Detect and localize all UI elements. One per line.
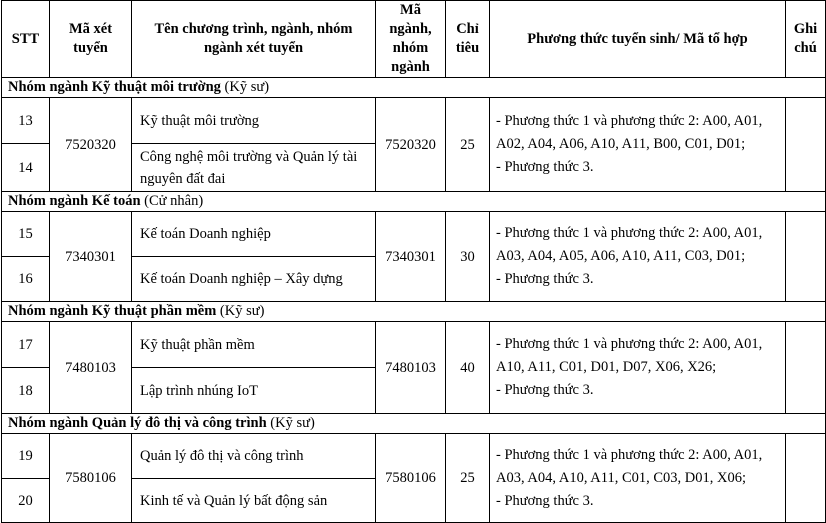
group-title: Nhóm ngành Kế toán: [8, 193, 141, 209]
group-header-row: [2, 78, 826, 98]
group-title: Nhóm ngành Kỹ thuật phần mềm: [8, 303, 217, 319]
method-line: - Phương thức 3.: [496, 271, 594, 287]
header-chi-tieu: Chỉ tiêu: [446, 1, 490, 78]
stt-cell: 15: [2, 212, 50, 257]
header-ma-nganh: Mã ngành, nhóm ngành: [376, 1, 446, 78]
code-cell: 7520320: [50, 98, 132, 192]
program-name-cell: Kế toán Doanh nghiệp – Xây dựng: [132, 257, 376, 302]
method-cell: [490, 434, 786, 523]
group-degree: (Kỹ sư): [270, 415, 315, 431]
code-cell: 7340301: [50, 212, 132, 302]
method-cell: [490, 212, 786, 302]
stt-cell: 20: [2, 479, 50, 523]
code-cell: 7580106: [50, 434, 132, 523]
group-title-cell: [2, 192, 826, 212]
admission-table: [1, 0, 826, 523]
stt-cell: 18: [2, 368, 50, 414]
method-cell: [490, 322, 786, 414]
quota-cell: 25: [446, 434, 490, 523]
group-title-cell: [2, 302, 826, 322]
method-line: - Phương thức 3.: [496, 159, 594, 175]
table-row: [2, 434, 826, 479]
note-cell: [786, 212, 826, 302]
program-name-cell: Kỹ thuật môi trường: [132, 98, 376, 144]
program-name-cell: Công nghệ môi trường và Quản lý tài nguyên đất đai: [132, 144, 376, 192]
quota-cell: 25: [446, 98, 490, 192]
group-header-row: [2, 414, 826, 434]
program-name-cell: Kinh tế và Quản lý bất động sản: [132, 479, 376, 523]
method-cell: [490, 98, 786, 192]
major-code-cell: 7480103: [376, 322, 446, 414]
stt-cell: 13: [2, 98, 50, 144]
stt-cell: 16: [2, 257, 50, 302]
program-name-cell: Quản lý đô thị và công trình: [132, 434, 376, 479]
quota-cell: 30: [446, 212, 490, 302]
group-header-row: [2, 302, 826, 322]
method-line: - Phương thức 1 và phương thức 2: A00, A01, A03, A04, A10, A11, C01, C03, D01, X06;: [496, 446, 763, 486]
header-ma-xet-tuyen: Mã xét tuyển: [50, 1, 132, 78]
note-cell: [786, 434, 826, 523]
method-line: - Phương thức 3.: [496, 382, 594, 398]
stt-cell: 19: [2, 434, 50, 479]
group-degree: (Cử nhân): [144, 193, 204, 209]
code-cell: 7480103: [50, 322, 132, 414]
method-line: - Phương thức 1 và phương thức 2: A00, A01, A02, A04, A06, A10, A11, B00, C01, D01;: [496, 113, 763, 152]
major-code-cell: 7580106: [376, 434, 446, 523]
table-row: [2, 98, 826, 144]
note-cell: [786, 322, 826, 414]
method-line: - Phương thức 1 và phương thức 2: A00, A01, A10, A11, C01, D01, D07, X06, X26;: [496, 336, 763, 375]
table-row: [2, 212, 826, 257]
header-stt: STT: [2, 1, 50, 78]
header-ten: Tên chương trình, ngành, nhóm ngành xét tuyển: [132, 1, 376, 78]
group-title: Nhóm ngành Quản lý đô thị và công trình: [8, 415, 267, 431]
major-code-cell: 7520320: [376, 98, 446, 192]
note-cell: [786, 98, 826, 192]
stt-cell: 17: [2, 322, 50, 368]
group-title-cell: [2, 414, 826, 434]
group-degree: (Kỹ sư): [219, 303, 265, 319]
major-code-cell: 7340301: [376, 212, 446, 302]
program-name-cell: Lập trình nhúng IoT: [132, 368, 376, 414]
header-ghi-chu: Ghi chú: [786, 1, 826, 78]
quota-cell: 40: [446, 322, 490, 414]
method-line: - Phương thức 1 và phương thức 2: A00, A01, A03, A04, A05, A06, A10, A11, C03, D01;: [496, 225, 763, 264]
program-name-cell: Kỹ thuật phần mềm: [132, 322, 376, 368]
table-row: [2, 322, 826, 368]
method-line: - Phương thức 3.: [496, 492, 594, 509]
header-phuong-thuc: Phương thức tuyển sinh/ Mã tổ hợp: [490, 1, 786, 78]
group-header-row: [2, 192, 826, 212]
group-title: Nhóm ngành Kỹ thuật môi trường: [8, 79, 221, 95]
stt-cell: 14: [2, 144, 50, 192]
group-title-cell: [2, 78, 826, 98]
group-degree: (Kỹ sư): [224, 79, 270, 95]
program-name-cell: Kế toán Doanh nghiệp: [132, 212, 376, 257]
header-row: [2, 1, 826, 78]
